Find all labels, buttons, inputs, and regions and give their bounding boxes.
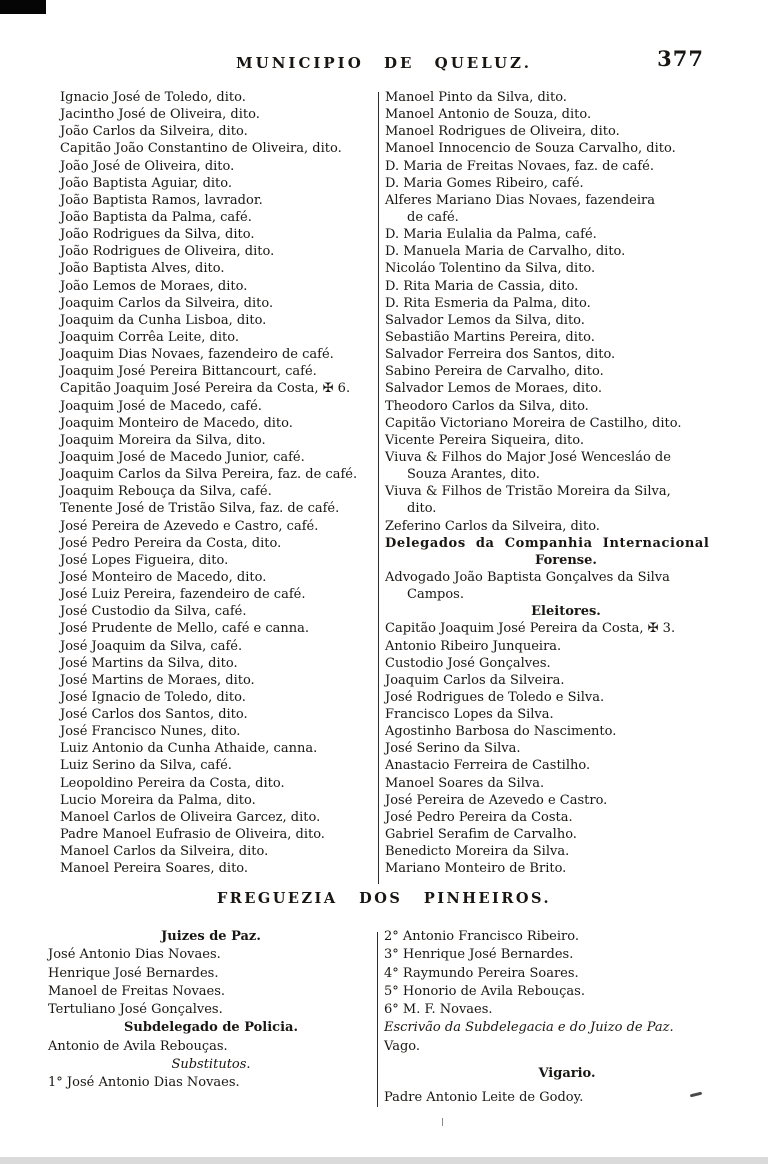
list-item: Manoel de Freitas Novaes. [48,983,226,999]
list-item: Antonio Ribeiro Junqueira. [385,638,562,654]
scan-bottom-edge [0,1157,768,1164]
list-item: José Luiz Pereira, fazendeiro de café. [60,587,306,603]
list-item: D. Maria Gomes Ribeiro, café. [385,175,584,191]
list-item: Vicente Pereira Siqueira, dito. [385,432,585,448]
list-item: Viuva & Filhos do Major José Wencesláo de [385,449,671,465]
list-item: Ignacio José de Toledo, dito. [60,90,246,105]
list-item: Manoel Soares da Silva. [385,775,545,791]
list-item: Manoel Pereira Soares, dito. [60,861,249,877]
page-number: 377 [657,46,704,71]
list-item: Custodio José Gonçalves. [385,655,551,671]
list-item: Luiz Serino da Silva, café. [60,758,232,774]
list-item: Tenente José de Tristão Silva, faz. de café. [60,501,340,517]
list-item: José Rodrigues de Toledo e Silva. [385,689,605,705]
list-item: D. Rita Esmeria da Palma, dito. [385,295,591,311]
list-item: 4° Raymundo Pereira Soares. [384,965,579,981]
list-item: Alferes Mariano Dias Novaes, fazendeira [385,192,655,208]
scan-edge-artifact [0,0,46,14]
list-item: Salvador Lemos da Silva, dito. [385,312,585,328]
list-item: Joaquim Carlos da Silveira, dito. [60,295,274,311]
list-item: Capitão João Constantino de Oliveira, dito. [60,141,342,157]
list-item: Anastacio Ferreira de Castilho. [385,758,591,774]
list-item: Vago. [384,1038,420,1054]
list-item: Joaquim José Pereira Bittancourt, café. [60,364,317,380]
list-item: Jacintho José de Oliveira, dito. [60,107,260,123]
list-item: Manoel Rodrigues de Oliveira, dito. [385,124,620,140]
list-item: Escrivão da Subdelegacia e do Juizo de Paz. [384,1020,674,1036]
list-item: Benedicto Moreira da Silva. [385,844,570,860]
list-item: José Monteiro de Macedo, dito. [60,569,267,585]
list-item: Salvador Ferreira dos Santos, dito. [385,347,616,363]
list-item: José Francisco Nunes, dito. [60,724,241,740]
list-item: Tertuliano José Gonçalves. [48,1002,223,1018]
list-item: Joaquim Corrêa Leite, dito. [60,329,239,345]
list-item: Manoel Carlos da Silveira, dito. [60,844,269,860]
freguezia-section-title: FREGUEZIA DOS PINHEIROS. [216,890,552,907]
municipio-right-column [385,89,747,877]
list-item: dito. [407,501,437,517]
column-divider-rule-top [378,92,379,884]
list-item: Souza Arantes, dito. [407,467,540,483]
column-divider-rule-bottom [377,932,378,1107]
list-item: Joaquim José de Macedo Junior, café. [60,449,305,465]
list-item: José Pedro Pereira da Costa, dito. [60,535,282,551]
list-item: Padre Manoel Eufrasio de Oliveira, dito. [60,827,325,843]
list-item: 1° José Antonio Dias Novaes. [48,1075,240,1091]
list-item: José Joaquim da Silva, café. [60,638,243,654]
list-item: José Pereira de Azevedo e Castro. [385,792,608,808]
list-item: Joaquim Rebouça da Silva, café. [60,484,272,500]
list-item: Manoel Carlos de Oliveira Garcez, dito. [60,809,321,825]
list-item: José Custodio da Silva, café. [60,604,247,620]
list-item: Francisco Lopes da Silva. [385,707,554,723]
list-item: Eleitores. [531,604,601,620]
list-item: José Carlos dos Santos, dito. [60,707,248,723]
list-item: José Lopes Figueira, dito. [60,552,229,568]
list-item: D. Maria Eulalia da Palma, café. [385,227,597,243]
tick-mark-artifact [442,1118,443,1126]
list-item: D. Rita Maria de Cassia, dito. [385,278,579,294]
list-item: Manoel Antonio de Souza, dito. [385,107,592,123]
page-header-title: MUNICIPIO DE QUELUZ. [236,54,532,72]
list-item: Antonio de Avila Rebouças. [48,1038,228,1054]
list-item: José Pedro Pereira da Costa. [385,809,573,825]
list-item: 5° Honorio de Avila Rebouças. [384,983,585,999]
list-item: Capitão Victoriano Moreira de Castilho, dito. [385,415,682,431]
list-item: Theodoro Carlos da Silva, dito. [385,398,589,414]
list-item: Substitutos. [171,1057,251,1073]
list-item: Delegados da Companhia Internacional [385,535,710,551]
list-item: 2° Antonio Francisco Ribeiro. [384,929,579,944]
list-item: João Rodrigues de Oliveira, dito. [60,244,275,260]
list-item: D. Maria de Freitas Novaes, faz. de café. [385,158,654,174]
list-item: João Rodrigues da Silva, dito. [60,227,255,243]
list-item: Advogado João Baptista Gonçalves da Silva [385,569,670,585]
list-item: Joaquim José de Macedo, café. [60,398,262,414]
list-item: Henrique José Bernardes. [48,965,219,981]
list-item: José Prudente de Mello, café e canna. [60,621,310,637]
list-item: José Antonio Dias Novaes. [48,947,221,963]
list-item: Mariano Monteiro de Brito. [385,861,567,877]
list-item: Luiz Antonio da Cunha Athaide, canna. [60,741,318,757]
list-item: João Baptista Alves, dito. [60,261,225,277]
list-item: Joaquim Carlos da Silveira. [385,672,565,688]
list-item: Sabino Pereira de Carvalho, dito. [385,364,604,380]
list-item: Joaquim Carlos da Silva Pereira, faz. de café. [60,467,358,483]
list-item: Nicoláo Tolentino da Silva, dito. [385,261,596,277]
list-item: Zeferino Carlos da Silveira, dito. [385,518,600,534]
list-item: Padre Antonio Leite de Godoy. [384,1090,584,1106]
list-item: José Pereira de Azevedo e Castro, café. [60,518,319,534]
list-item: Leopoldino Pereira da Costa, dito. [60,775,285,791]
list-item: José Serino da Silva. [385,741,521,757]
list-item: Capitão Joaquim José Pereira da Costa, ✠ 6. [60,381,351,397]
list-item: Gabriel Serafim de Carvalho. [385,827,577,843]
list-item: Sebastião Martins Pereira, dito. [385,329,595,345]
list-item: Salvador Lemos de Moraes, dito. [385,381,603,397]
list-item: José Martins da Silva, dito. [60,655,238,671]
list-item: Subdelegado de Policia. [124,1020,298,1036]
list-item: Capitão Joaquim José Pereira da Costa, ✠ 3. [385,621,676,637]
list-item: Vigario. [538,1066,596,1082]
list-item: José Martins de Moraes, dito. [60,672,255,688]
list-item: Joaquim Moreira da Silva, dito. [60,432,266,448]
list-item: Manoel Pinto da Silva, dito. [385,90,567,105]
list-item: João Baptista da Palma, café. [60,209,252,225]
municipio-left-column [60,89,380,877]
list-item: 6° M. F. Novaes. [384,1002,493,1018]
list-item: Juizes de Paz. [161,929,261,944]
list-item: Joaquim da Cunha Lisboa, dito. [60,312,267,328]
list-item: João Baptista Ramos, lavrador. [60,192,263,208]
list-item: João Lemos de Moraes, dito. [60,278,248,294]
list-item: Campos. [407,587,464,603]
list-item: João Carlos da Silveira, dito. [60,124,248,140]
list-item: Viuva & Filhos de Tristão Moreira da Silva, [385,484,671,500]
list-item: Manoel Innocencio de Souza Carvalho, dito. [385,141,676,157]
list-item: 3° Henrique José Bernardes. [384,947,574,963]
list-item: João Baptista Aguiar, dito. [60,175,233,191]
list-item: Agostinho Barbosa do Nascimento. [385,724,617,740]
freguezia-right-column [384,928,750,1108]
list-item: José Ignacio de Toledo, dito. [60,689,246,705]
freguezia-left-column [48,928,374,1093]
list-item: Joaquim Monteiro de Macedo, dito. [60,415,293,431]
list-item: D. Manuela Maria de Carvalho, dito. [385,244,626,260]
list-item: João José de Oliveira, dito. [60,158,235,174]
list-item: Lucio Moreira da Palma, dito. [60,792,256,808]
list-item: Joaquim Dias Novaes, fazendeiro de café. [60,347,334,363]
list-item: Forense. [535,552,597,568]
list-item: de café. [407,209,459,225]
